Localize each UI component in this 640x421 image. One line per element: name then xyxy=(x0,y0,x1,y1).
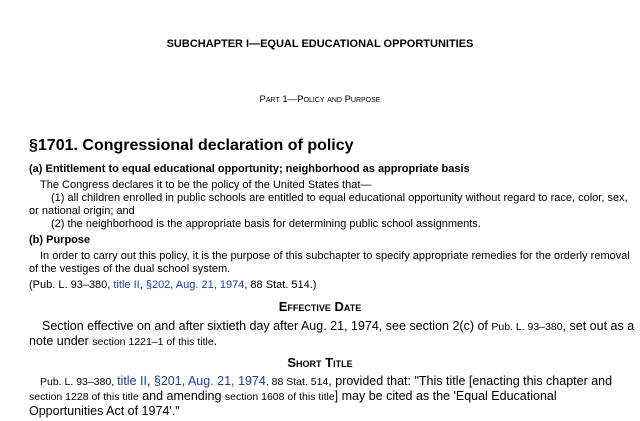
subchapter-title: SUBCHAPTER I—EQUAL EDUCATIONAL OPPORTUNITIES xyxy=(166,38,474,50)
citation-separator: , xyxy=(139,279,146,291)
effective-date-line1 xyxy=(42,319,634,333)
subsection-a-item2: (2) the neighborhood is the appropriate basis for determining public school assignments. xyxy=(51,218,481,230)
part-title: Part 1—Policy and Purpose xyxy=(259,94,381,105)
subsection-a-item1-line2: or national origin; and xyxy=(29,205,135,217)
subsection-a-item1-line1: (1) all children enrolled in public schools are entitled to equal educational opportunity without regard to race, color, sex, xyxy=(51,192,628,204)
effective-date-line2 xyxy=(29,334,217,348)
effective-date-text-end: , set out as a xyxy=(562,319,635,333)
short-title-section-link[interactable]: §201, Aug. 21, 1974 xyxy=(153,374,266,388)
short-title-title-link[interactable]: title II xyxy=(117,374,147,388)
effective-date-publaw: Pub. L. 93–380 xyxy=(491,321,563,333)
short-title-section-1608: section 1608 of this title xyxy=(224,391,335,403)
effective-date-heading: Effective Date xyxy=(278,299,362,314)
effective-date-text: Section effective on and after sixtieth day after Aug. 21, 1974, see section 2(c) of xyxy=(42,319,492,333)
short-title-publaw: Pub. L. 93–380, xyxy=(40,376,118,388)
short-title-amending: and amending xyxy=(138,389,225,403)
short-title-section-1228: section 1228 of this title xyxy=(29,391,139,403)
subsection-a-heading: (a) Entitlement to equal educational opportunity; neighborhood as appropriate basis xyxy=(29,163,470,175)
section-citation xyxy=(29,279,316,291)
citation-title-link[interactable]: title II xyxy=(113,279,140,291)
short-title-line1 xyxy=(40,374,612,388)
subsection-b-line1: In order to carry out this policy, it is the purpose of this subchapter to specify appropriate remedies for the orderly removal xyxy=(40,250,630,262)
short-title-line3: Opportunities Act of 1974'." xyxy=(29,404,180,418)
subsection-b-heading: (b) Purpose xyxy=(29,234,91,246)
citation-section-link[interactable]: §202, Aug. 21, 1974 xyxy=(145,279,245,291)
short-title-separator: , xyxy=(146,374,154,388)
short-title-text: , provided that: "This title [enacting this chapter and xyxy=(328,374,613,388)
section-heading: §1701. Congressional declaration of policy xyxy=(29,137,354,154)
subsection-a-intro: The Congress declares it to be the policy of the United States that— xyxy=(40,179,372,191)
citation-prefix: (Pub. L. 93–380, xyxy=(29,279,114,291)
short-title-stat: , 88 Stat. 514 xyxy=(265,376,329,388)
effective-date-note: note under xyxy=(29,334,93,348)
short-title-line2 xyxy=(29,389,557,403)
effective-date-period: . xyxy=(213,334,218,348)
short-title-heading: Short Title xyxy=(287,355,353,370)
short-title-cited: ] may be cited as the 'Equal Educational xyxy=(334,389,557,403)
subsection-b-line2: of the vestiges of the dual school system. xyxy=(29,263,231,275)
effective-date-section-ref: section 1221–1 of this title xyxy=(92,336,214,348)
citation-suffix: , 88 Stat. 514.) xyxy=(244,279,317,291)
